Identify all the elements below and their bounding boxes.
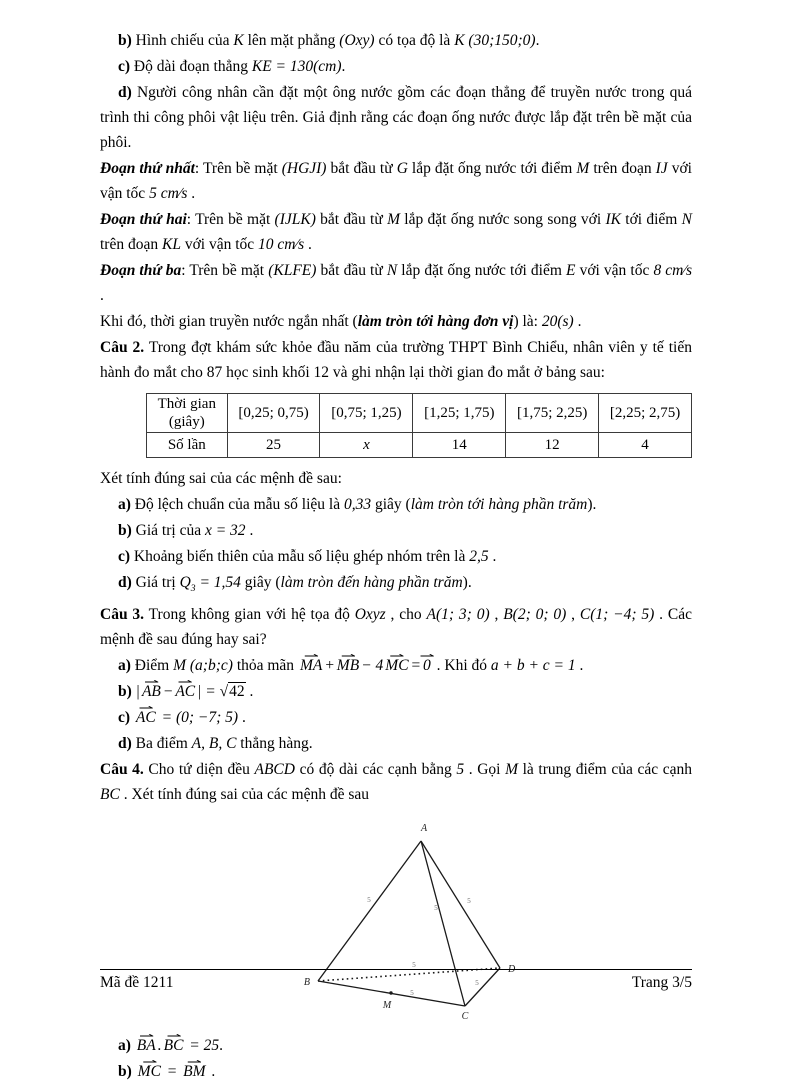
text-segment: 42 [229,682,245,700]
text-segment: . Các mệnh đề sau đúng hay sai? [100,605,692,648]
text-segment: d) [118,84,132,101]
paragraph [100,466,692,491]
paragraph [118,653,692,678]
text-segment: có tọa độ là [374,32,455,49]
text-segment: 8 cm∕s [653,262,692,279]
interval-cell: [2,25; 2,75) [599,394,692,433]
paragraph [100,309,692,334]
vertex-label-A: A [420,822,428,834]
text-segment: b) [118,1062,132,1080]
text-segment: Cho tứ diện đều [143,760,255,778]
text-segment: = (0; −7; 5) [157,708,239,726]
text-segment: với vận tốc [180,236,259,253]
paragraph [118,492,692,517]
text-segment: Độ dài đoạn thẳng [130,58,252,75]
text-segment: Trong đợt khám sức khỏe đầu năm của trường THPT Bình Chiểu, nhân viên y tế tiến hành đo mắt cho 87 học sinh khối 12 và ghi nhận lại thời gian đo mắt ở bảng sau: [100,339,692,381]
paragraph [118,518,692,543]
text-segment: M [387,211,400,228]
text-segment: 2,5 [469,548,489,565]
text-segment: . [245,682,254,700]
text-segment: ABCD [254,760,295,778]
count-cell: 14 [413,433,506,458]
text-segment: Giá trị [131,574,180,591]
text-segment: tới điểm [620,211,682,228]
text-segment: thỏa mãn [232,656,298,674]
table-header-time: Thời gian (giây) [147,394,228,433]
paragraph [118,570,692,601]
text-segment: có độ dài các cạnh bằng [294,760,457,778]
text-segment: . [304,236,312,253]
vertex-label-C: C [461,1010,469,1022]
text-segment: Câu 2. [100,339,145,356]
text-segment: làm tròn đến hàng phần trăm [280,574,463,591]
count-cell: x [320,433,413,458]
frequency-table-wrap [146,393,692,458]
text-segment: ). [587,496,597,513]
text-segment: = 25 [185,1036,220,1054]
text-segment: làm tròn tới hàng đơn vị [357,313,514,330]
text-segment: . [207,1062,216,1080]
text-segment: Điểm [130,656,174,674]
text-segment: : Trên bề mặt [186,211,275,228]
text-segment: d) [118,734,132,752]
edge-length-label: 5 [412,960,416,969]
text-segment: trên đoạn [100,236,162,253]
text-segment: ). [462,574,472,591]
text-segment: BC [100,785,120,803]
text-segment: bắt đầu từ [315,211,388,228]
text-segment: . [488,548,497,565]
edge-length-label: 5 [475,978,479,987]
vector-symbol: ⇀ AC [136,705,156,730]
paragraph [100,602,692,652]
text-segment: 5 cm∕s [149,185,188,202]
frequency-table [146,393,692,458]
text-segment: 20(s) [541,313,574,330]
text-segment: b) [118,32,132,49]
edge-AB [318,841,421,981]
text-segment: : Trên bề mặt [181,262,269,279]
text-segment: Đoạn thứ hai [100,211,187,228]
text-segment: N [386,262,398,279]
vector-symbol: ⇀ AB [142,679,161,704]
text-segment: Câu 3. [100,605,145,623]
text-segment: Câu 4. [100,760,144,778]
text-segment: (IJLK) [274,211,316,228]
paragraph [118,544,692,569]
edge-AD [421,841,500,968]
paragraph [118,28,692,53]
text-segment: 5 [456,760,465,778]
text-segment: . [238,708,246,726]
text-segment: K [233,32,244,49]
edge-length-label: 5 [434,903,438,912]
text-segment: Ba điểm [131,734,192,752]
tetrahedron-drawing [288,811,528,1026]
text-segment: = 1,54 [195,574,241,591]
interval-cell: [1,25; 1,75) [413,394,506,433]
text-segment: √ [219,682,229,700]
edge-length-label: 5 [467,896,471,905]
text-segment: . [575,656,584,674]
text-segment: E [566,262,576,279]
count-cell: 25 [227,433,320,458]
tetrahedron-ABCD-figure [288,811,538,1031]
paragraph [100,207,692,257]
text-segment: IK [605,211,621,228]
count-cell: 12 [506,433,599,458]
text-segment: Độ lệch chuẩn của mẫu số liệu là [130,496,344,513]
vector-symbol: ⇀ MA [300,653,322,678]
text-segment: . [187,185,196,202]
vector-symbol: ⇀ MC [385,653,408,678]
interval-cell: [0,25; 0,75) [227,394,320,433]
vertex-label-B: B [303,976,310,988]
text-segment: b) [118,522,132,539]
text-segment: Đoạn thứ nhất [100,160,195,177]
text-segment: : Trên bề mặt [194,160,282,177]
paragraph [118,54,692,79]
text-segment: a + b + c = 1 [490,656,576,674]
text-segment: KE = 130(cm) [251,58,342,75]
text-segment: c) [118,548,131,565]
text-segment: x = 32 [204,522,246,539]
text-segment: N [681,211,692,228]
text-segment: = [162,1062,182,1080]
text-segment: Trong không gian với hệ tọa độ [144,605,355,623]
paragraph [118,731,692,756]
text-segment: B(2; 0; 0) [503,605,567,623]
text-segment: . [535,32,540,49]
text-segment: G [396,160,408,177]
paragraph [118,679,692,704]
text-segment: . Xét tính đúng sai của các mệnh đề sau [119,785,370,803]
vector-symbol: ⇀ 0 [423,653,431,678]
vector-symbol: ⇀ AC [175,679,195,704]
paragraph [100,335,692,385]
text-segment: Giá trị của [131,522,205,539]
text-segment: IJ [655,160,668,177]
text-segment: . [100,287,104,304]
text-segment: a) [118,1036,131,1054]
vertex-label-D: D [508,963,516,975]
text-segment: a) [118,496,131,513]
footer-exam-code: Mã đề 1211 [100,974,174,991]
text-segment: là trung điểm của các cạnh [518,760,692,778]
text-segment: . [245,522,254,539]
text-segment: làm tròn tới hàng phần trăm [410,496,588,513]
page-footer [100,969,692,992]
text-segment: Xét tính đúng sai của các mệnh đề sau: [100,470,342,487]
text-segment: , [566,605,580,623]
text-segment: c) [118,58,131,75]
text-segment: | = [197,682,220,700]
text-segment: (Oxy) [339,32,375,49]
paragraph [100,156,692,206]
footer-page-number: Trang 3/5 [631,974,692,991]
text-segment: 3 [190,582,196,594]
document-content [100,28,692,1085]
paragraph [100,258,692,308]
count-cell: 4 [599,433,692,458]
paragraph [118,1059,692,1084]
vector-symbol: ⇀ BC [164,1033,184,1058]
text-segment: Khoảng biến thiên của mẫu số liệu ghép nhóm trên là [130,548,470,565]
text-segment: bắt đầu từ [326,160,397,177]
text-segment: . Khi đó [432,656,491,674]
text-segment: Đoạn thứ ba [100,262,182,279]
edge-length-label: 5 [410,988,414,997]
text-segment: trên đoạn [589,160,656,177]
text-segment: KL [161,236,181,253]
paragraph [100,80,692,155]
text-segment: M [576,160,590,177]
text-segment: C(1; −4; 5) [579,605,655,623]
text-segment: giây ( [371,496,411,513]
text-segment: . Gọi [464,760,506,778]
text-segment: , cho [385,605,427,623]
text-segment: + [324,656,335,674]
text-segment: lắp đặt ống nước tới điểm [407,160,577,177]
vector-symbol: ⇀ MC [138,1059,161,1084]
text-segment: (HGJI) [281,160,327,177]
text-segment: , [489,605,504,623]
text-segment: = [410,656,421,674]
text-segment: . [341,58,346,75]
text-segment: . [573,313,582,330]
text-segment: M [505,760,518,778]
vector-symbol: ⇀ MB [337,653,359,678]
text-segment: Hình chiếu của [131,32,234,49]
interval-cell: [0,75; 1,25) [320,394,413,433]
text-segment: (KLFE) [268,262,317,279]
text-segment: . [157,1036,162,1054]
text-segment: bắt đầu từ [316,262,387,279]
text-segment: Người công nhân cần đặt một ông nước gồm các đoạn thẳng để truyền nước trong quá trình thi công phôi vật liệu trên. Giả định rằng các đoạn ống nước được lắp đặt trên bề mặt của phôi. [100,84,692,151]
vector-symbol: ⇀ BA [137,1033,156,1058]
vector-symbol: ⇀ BM [183,1059,205,1084]
text-segment: lắp đặt ống nước tới điểm [397,262,567,279]
text-segment: A, B, C [191,734,237,752]
text-segment: thẳng hàng. [236,734,313,752]
paragraph [118,705,692,730]
text-segment: Q [179,574,191,591]
text-segment: 0,33 [343,496,372,513]
text-segment: A(1; 3; 0) [426,605,490,623]
text-segment: − [162,682,174,700]
text-segment: M (a;b;c) [173,656,233,674]
text-segment: d) [118,574,132,591]
text-segment: lắp đặt ống nước song song với [399,211,606,228]
paragraph [100,757,692,807]
vertex-label-M: M [382,999,392,1011]
edge-length-label: 5 [367,895,371,904]
text-segment: với vận tốc [100,160,692,202]
text-segment: a) [118,656,131,674]
text-segment: giây ( [240,574,281,591]
text-segment: b) [118,682,132,700]
text-segment: − 4 [361,656,384,674]
text-segment: | [135,682,140,700]
text-segment: ) là: [513,313,542,330]
text-segment: c) [118,708,131,726]
text-segment: lên mặt phẳng [243,32,340,49]
table-header-count: Số lần [147,433,228,458]
text-segment: . [219,1036,224,1054]
interval-cell: [1,75; 2,25) [506,394,599,433]
text-segment: K (30;150;0) [454,32,536,49]
text-segment: Oxyz [354,605,386,623]
text-segment: Khi đó, thời gian truyền nước ngắn nhất ( [100,313,358,330]
text-segment: 10 cm∕s [258,236,305,253]
text-segment: với vận tốc [575,262,654,279]
